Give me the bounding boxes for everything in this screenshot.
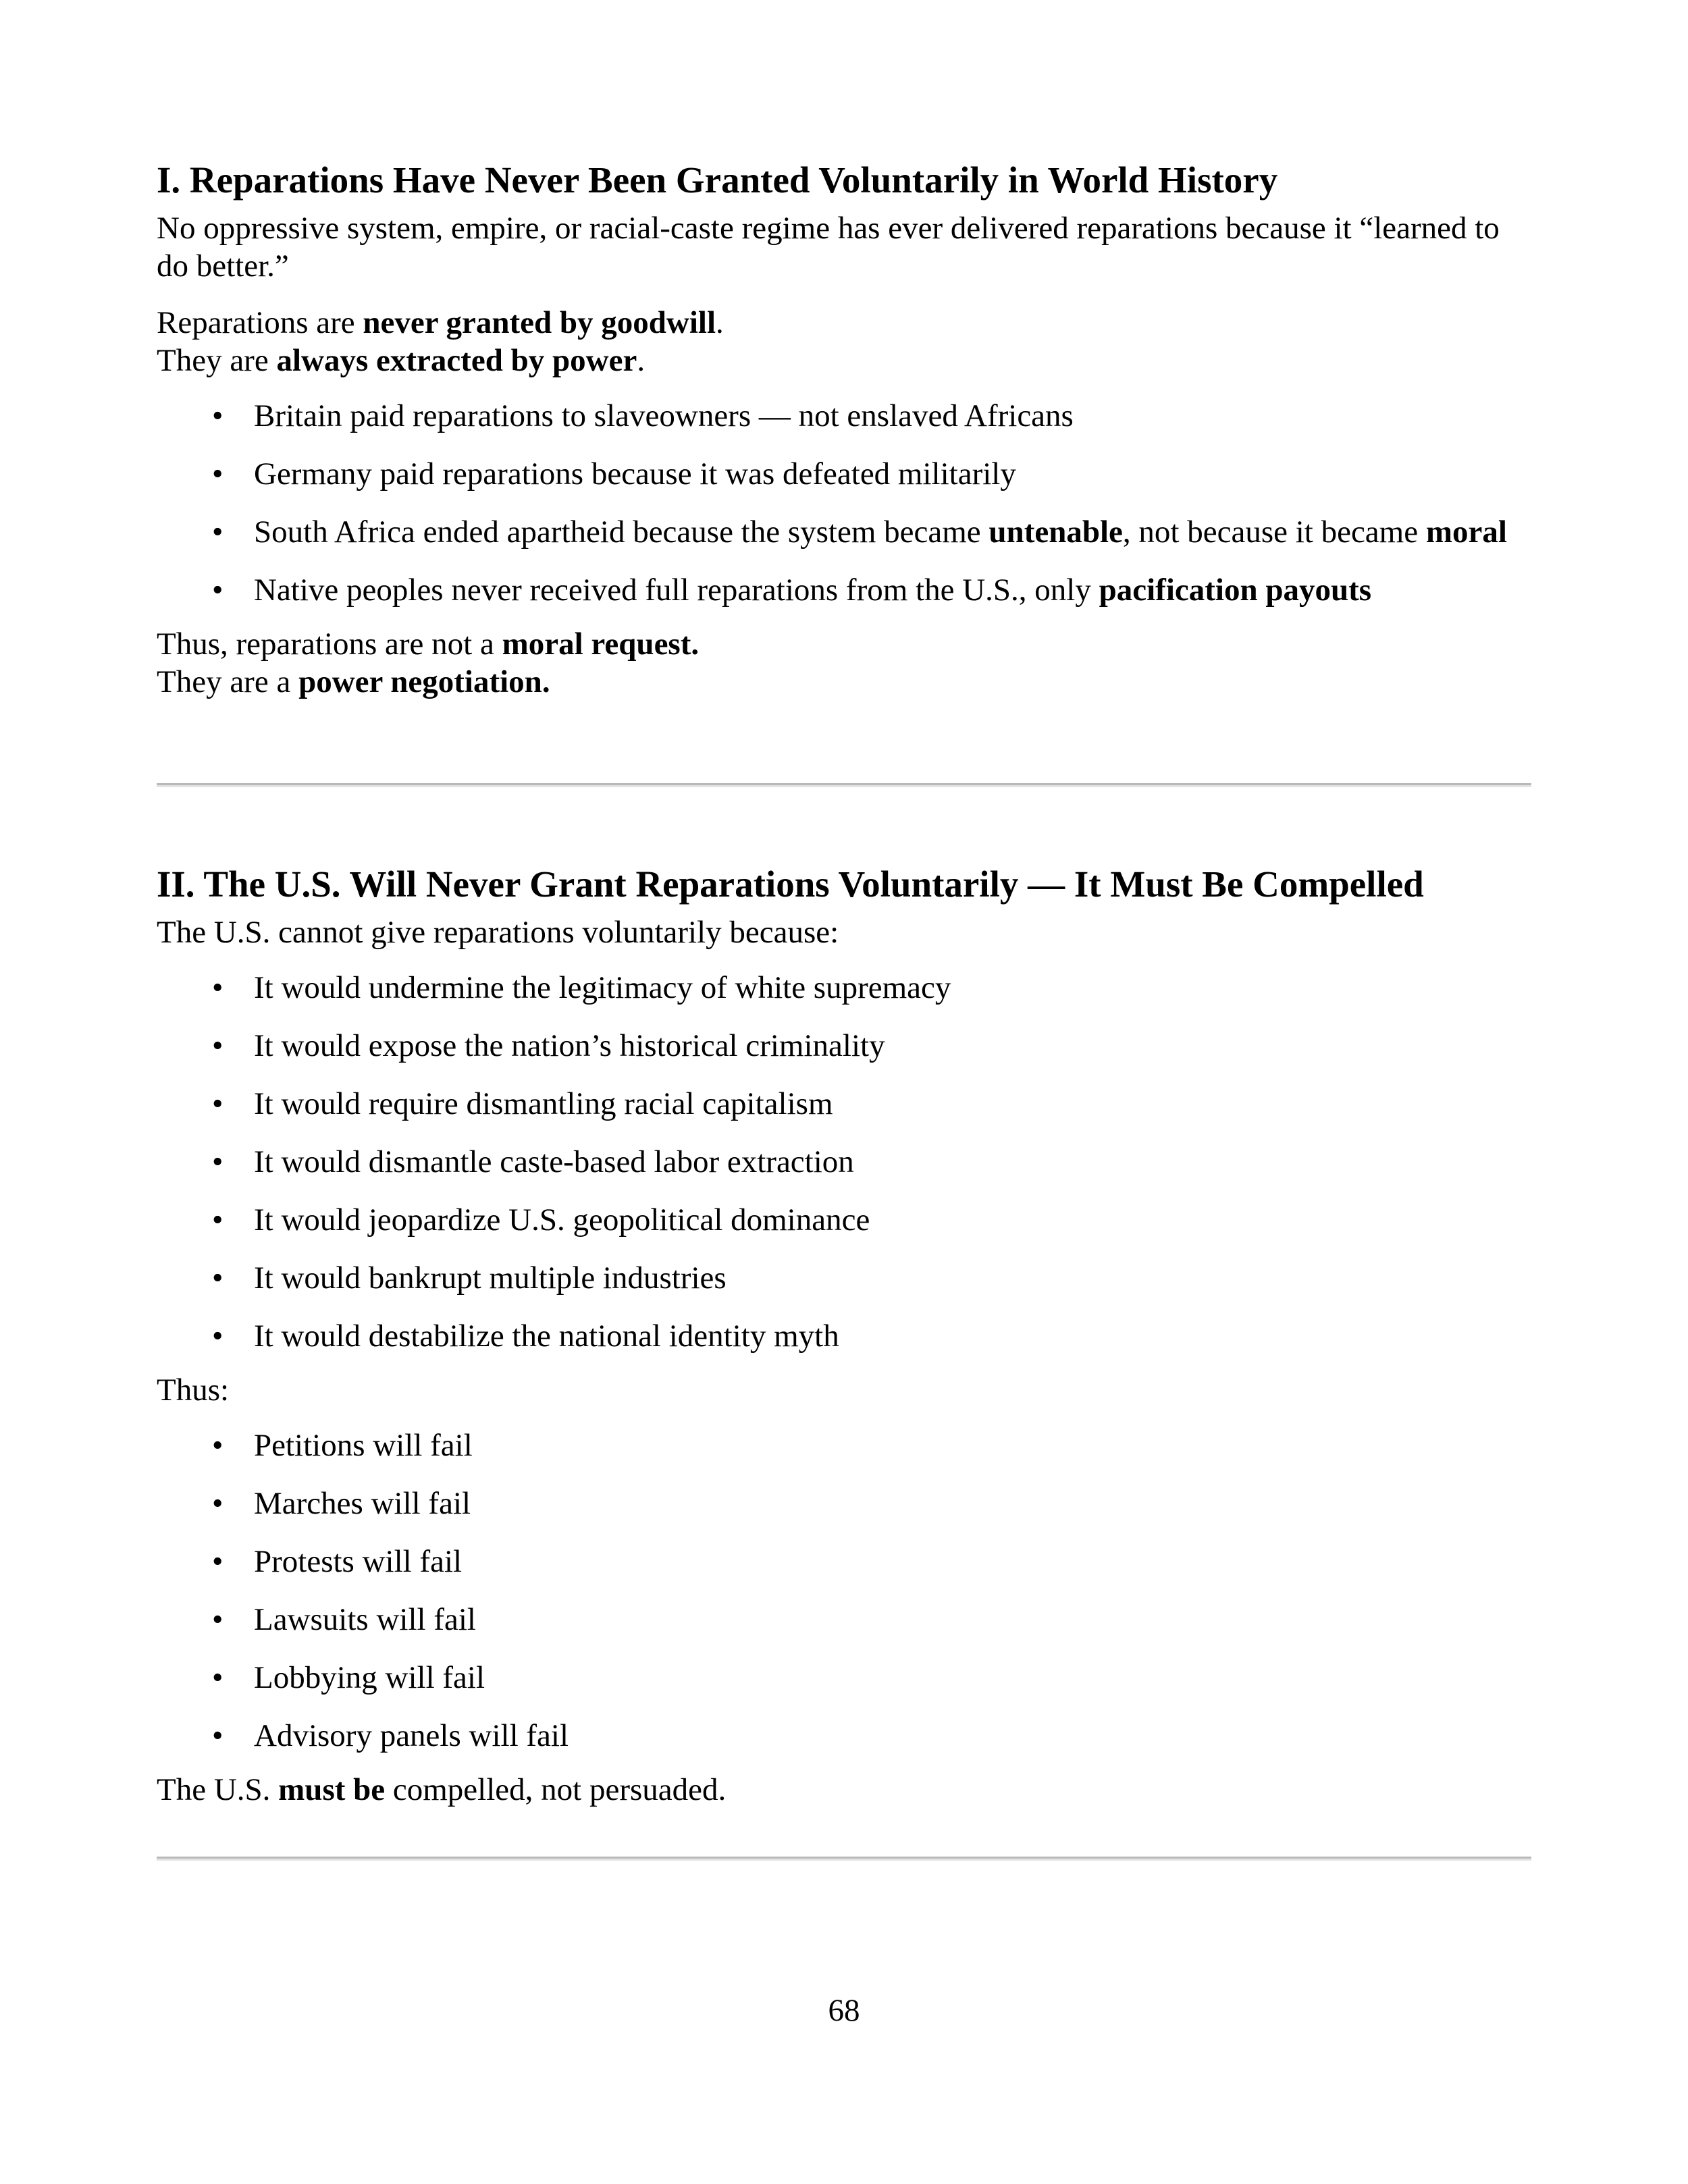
section-1-statement: Reparations are never granted by goodwill. They are always extracted by power. — [157, 305, 724, 378]
list-item: • It would dismantle caste-based labor extraction — [157, 1142, 1531, 1182]
bullet-glyph: • — [212, 1319, 223, 1354]
list-item: • Marches will fail — [157, 1483, 1531, 1524]
list-item: • It would undermine the legitimacy of white supremacy — [157, 967, 1531, 1008]
list-item: • Germany paid reparations because it was defeated militarily — [157, 454, 1531, 494]
horizontal-divider — [157, 1857, 1531, 1861]
list-item: • South Africa ended apartheid because the system became untenable, not because it became moral — [157, 512, 1531, 552]
section-1-conclusion: Thus, reparations are not a moral request. They are a power negotiation. — [157, 627, 700, 699]
bullet-glyph: • — [212, 1718, 223, 1753]
list-item: • Protests will fail — [157, 1541, 1531, 1582]
horizontal-divider — [157, 783, 1531, 787]
section-2-heading: II. The U.S. Will Never Grant Reparations Voluntarily — It Must Be Compelled — [157, 863, 1424, 905]
section-2-thus: Thus: — [157, 1373, 230, 1408]
section-2-failures-list — [157, 1425, 1531, 1756]
list-item: • Lobbying will fail — [157, 1657, 1531, 1698]
bullet-glyph: • — [212, 398, 223, 433]
section-1 — [157, 157, 1531, 701]
bullet-glyph: • — [212, 1544, 223, 1579]
bullet-glyph: • — [212, 514, 223, 550]
list-item: • It would require dismantling racial capitalism — [157, 1084, 1531, 1124]
list-item: • It would bankrupt multiple industries — [157, 1258, 1531, 1298]
bullet-glyph: • — [212, 1486, 223, 1521]
section-1-heading: I. Reparations Have Never Been Granted Voluntarily in World History — [157, 159, 1278, 201]
list-item: • It would destabilize the national identity myth — [157, 1316, 1531, 1356]
list-item: • Native peoples never received full reparations from the U.S., only pacification payouts — [157, 570, 1531, 610]
section-2-intro: The U.S. cannot give reparations voluntarily because: — [157, 915, 839, 950]
bullet-glyph: • — [212, 1144, 223, 1179]
bullet-glyph: • — [212, 1260, 223, 1296]
page-number: 68 — [828, 1993, 860, 2028]
bullet-glyph: • — [212, 1086, 223, 1121]
bullet-glyph: • — [212, 1602, 223, 1637]
list-item: • Advisory panels will fail — [157, 1715, 1531, 1756]
list-item: • Lawsuits will fail — [157, 1599, 1531, 1640]
list-item: • It would jeopardize U.S. geopolitical dominance — [157, 1200, 1531, 1240]
section-1-intro: No oppressive system, empire, or racial-caste regime has ever delivered reparations because it “learned to do better.” — [157, 211, 1500, 284]
bullet-glyph: • — [212, 1028, 223, 1063]
bullet-glyph: • — [212, 1428, 223, 1463]
list-item: • It would expose the nation’s historical criminality — [157, 1026, 1531, 1066]
bullet-glyph: • — [212, 970, 223, 1005]
bullet-glyph: • — [212, 456, 223, 491]
bullet-glyph: • — [212, 572, 223, 608]
section-2-conclusion: The U.S. must be compelled, not persuaded. — [157, 1772, 727, 1807]
bullet-glyph: • — [212, 1202, 223, 1237]
list-item: • Britain paid reparations to slaveowners — not enslaved Africans — [157, 396, 1531, 436]
section-2 — [157, 861, 1531, 1809]
section-2-reasons-list — [157, 967, 1531, 1356]
section-1-bullet-list — [157, 396, 1531, 610]
list-item: • Petitions will fail — [157, 1425, 1531, 1466]
document-page — [157, 0, 1531, 2184]
bullet-glyph: • — [212, 1660, 223, 1695]
